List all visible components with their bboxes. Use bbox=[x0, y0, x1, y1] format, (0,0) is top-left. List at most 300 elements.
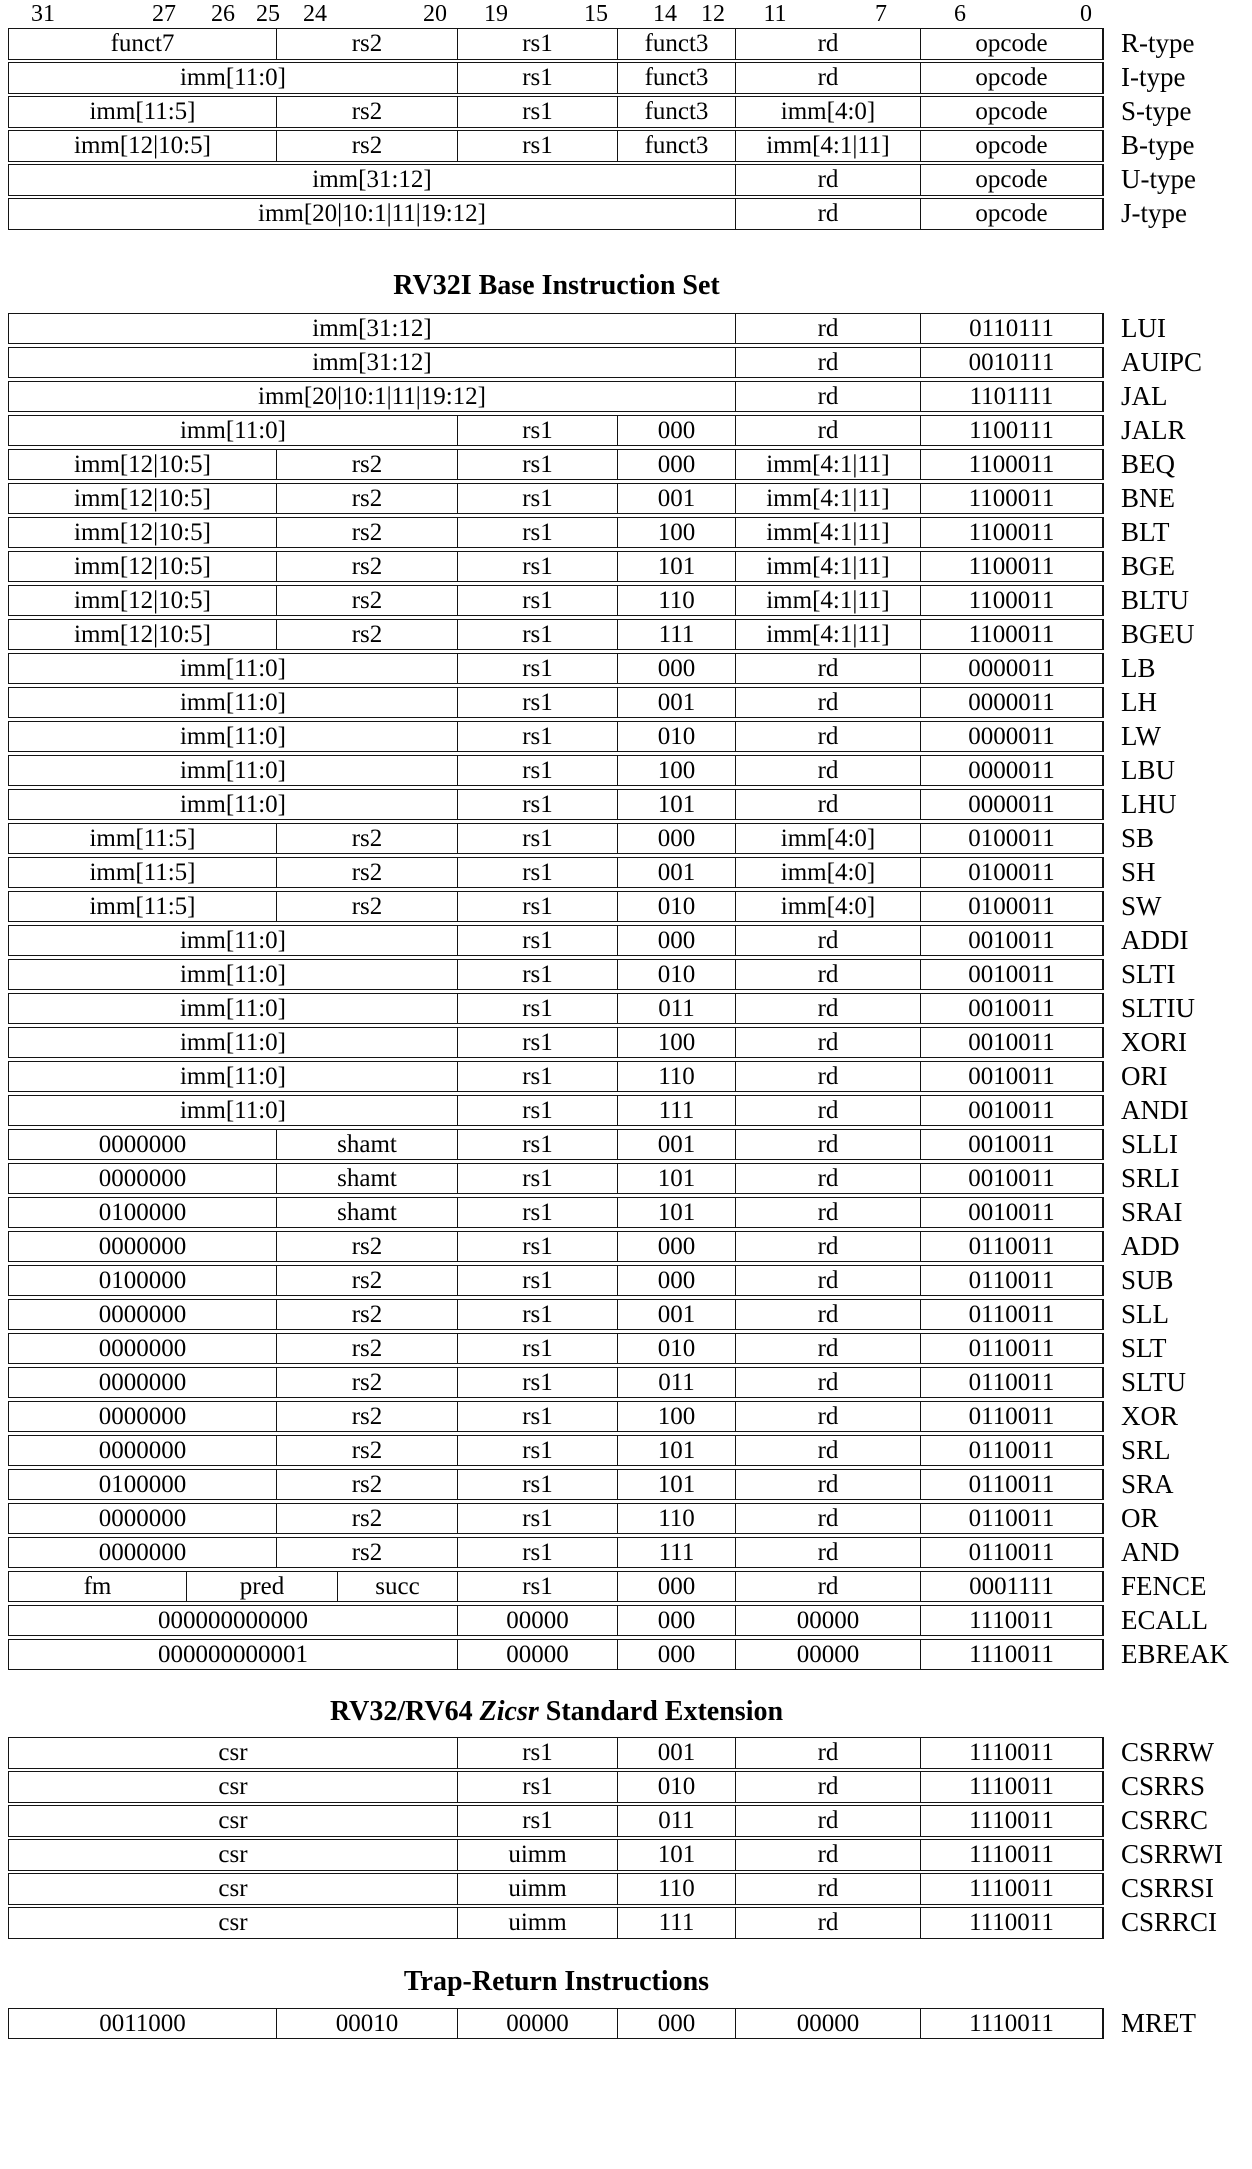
format-mnemonic-label: I-type bbox=[1121, 62, 1186, 92]
rv32i-mnemonic-label: XORI bbox=[1121, 1026, 1187, 1057]
field-cell-f3: 001 bbox=[618, 1738, 736, 1768]
rv32i-row-SLL bbox=[8, 1298, 1170, 1331]
field-cell-op: 1110011 bbox=[921, 1874, 1103, 1904]
field-cell-f3: 101 bbox=[618, 1436, 736, 1466]
field-cell-f7: 0100000 bbox=[9, 1266, 277, 1296]
format-row-J-type bbox=[8, 198, 1187, 230]
rv32i-row-ADDI bbox=[8, 924, 1189, 957]
rv32i-mnemonic-label: LW bbox=[1121, 720, 1161, 751]
format-row-U-type bbox=[8, 164, 1196, 196]
field-cell-i12: imm[11:0] bbox=[9, 722, 458, 752]
rv32i-mnemonic-label: BEQ bbox=[1121, 448, 1175, 479]
zicsr-row-CSRRWI bbox=[8, 1839, 1224, 1871]
rv32i-mnemonic-label: SRAI bbox=[1121, 1196, 1183, 1227]
field-cell-rs2: shamt bbox=[277, 1164, 458, 1194]
rv32i-row-SLLI bbox=[8, 1128, 1178, 1161]
field-cell-op: 0100011 bbox=[921, 824, 1103, 854]
field-cell-op: 1100011 bbox=[921, 586, 1103, 616]
field-cell-f7: 0000000 bbox=[9, 1368, 277, 1398]
field-cell-f3: 100 bbox=[618, 1028, 736, 1058]
rv32i-mnemonic-label: JAL bbox=[1121, 380, 1168, 411]
field-cell-rd: imm[4:1|11] bbox=[736, 131, 921, 161]
field-cell-i12: csr bbox=[9, 1908, 458, 1938]
rv32i-mnemonic-label: LB bbox=[1121, 652, 1156, 683]
field-cell-rs1: rs1 bbox=[458, 1368, 618, 1398]
field-cell-f7: 0000000 bbox=[9, 1334, 277, 1364]
field-cell-op: 0000011 bbox=[921, 756, 1103, 786]
field-cell-f3: funct3 bbox=[618, 97, 736, 127]
field-cell-op: 0010011 bbox=[921, 1028, 1103, 1058]
field-cell-f3: 010 bbox=[618, 722, 736, 752]
rv32i-mnemonic-label: SRLI bbox=[1121, 1162, 1180, 1193]
field-cell-rs1: rs1 bbox=[458, 29, 618, 59]
field-cell-rd: rd bbox=[736, 722, 921, 752]
rv32i-mnemonic-label: ECALL bbox=[1121, 1604, 1208, 1635]
field-cell-rd: rd bbox=[736, 790, 921, 820]
field-cell-rd: imm[4:1|11] bbox=[736, 586, 921, 616]
field-cell-f3: 011 bbox=[618, 994, 736, 1024]
field-cell-f3: 000 bbox=[618, 1640, 736, 1670]
field-cell-rs1: rs1 bbox=[458, 1232, 618, 1262]
rv32i-row-LHU bbox=[8, 788, 1177, 821]
rv32i-mnemonic-label: JALR bbox=[1121, 414, 1186, 445]
rv32i-mnemonic-label: XOR bbox=[1121, 1400, 1179, 1431]
format-row-I-type bbox=[8, 62, 1186, 94]
field-cell-rs1: rs1 bbox=[458, 654, 618, 684]
field-cell-rd: imm[4:0] bbox=[736, 892, 921, 922]
zicsr-mnemonic-label: CSRRW bbox=[1121, 1737, 1215, 1767]
ruler-bit-label-20: 20 bbox=[423, 1, 447, 27]
rv32i-row-LBU bbox=[8, 754, 1175, 787]
rv32i-row-BNE bbox=[8, 482, 1175, 515]
rv32i-row-AND bbox=[8, 1536, 1180, 1569]
field-cell-rs1: 00000 bbox=[458, 1640, 618, 1670]
rv32i-row-SRL bbox=[8, 1434, 1171, 1467]
field-cell-f7: imm[12|10:5] bbox=[9, 552, 277, 582]
rv32i-row-SLT bbox=[8, 1332, 1167, 1365]
field-cell-rd: rd bbox=[736, 1470, 921, 1500]
field-cell-f7: imm[12|10:5] bbox=[9, 518, 277, 548]
rv32i-mnemonic-label: SRL bbox=[1121, 1434, 1171, 1465]
field-cell-op: 0010011 bbox=[921, 1164, 1103, 1194]
field-cell-rd: rd bbox=[736, 960, 921, 990]
field-cell-i20: imm[31:12] bbox=[9, 314, 736, 344]
field-cell-rd: rd bbox=[736, 382, 921, 412]
rv32i-row-SLTU bbox=[8, 1366, 1187, 1399]
zicsr-mnemonic-label: CSRRCI bbox=[1121, 1907, 1218, 1937]
field-cell-rs2: rs2 bbox=[277, 858, 458, 888]
rv32i-row-LUI bbox=[8, 312, 1166, 345]
field-cell-rs1: rs1 bbox=[458, 1402, 618, 1432]
field-cell-i12: imm[11:0] bbox=[9, 994, 458, 1024]
field-cell-rs2: rs2 bbox=[277, 484, 458, 514]
field-cell-rd: imm[4:0] bbox=[736, 97, 921, 127]
field-cell-rs1: rs1 bbox=[458, 1470, 618, 1500]
field-cell-rs2: rs2 bbox=[277, 450, 458, 480]
field-cell-rd: rd bbox=[736, 1096, 921, 1126]
field-cell-i12: csr bbox=[9, 1738, 458, 1768]
rv32i-row-SRLI bbox=[8, 1162, 1180, 1195]
rv32i-row-FENCE bbox=[8, 1570, 1207, 1603]
field-cell-f3: 101 bbox=[618, 1198, 736, 1228]
field-cell-rd: rd bbox=[736, 348, 921, 378]
field-cell-op: 1100011 bbox=[921, 552, 1103, 582]
field-cell-rd: rd bbox=[736, 1436, 921, 1466]
field-cell-rd: imm[4:1|11] bbox=[736, 518, 921, 548]
field-cell-rs2: rs2 bbox=[277, 1334, 458, 1364]
trap-return-mnemonic-label: MRET bbox=[1121, 2007, 1197, 2038]
field-cell-f7: 0011000 bbox=[9, 2009, 277, 2039]
field-cell-f3: 101 bbox=[618, 1840, 736, 1870]
field-cell-f3: funct3 bbox=[618, 63, 736, 93]
field-cell-op: opcode bbox=[921, 165, 1103, 195]
field-cell-rs2: rs2 bbox=[277, 892, 458, 922]
rv32i-row-ORI bbox=[8, 1060, 1168, 1093]
rv32i-mnemonic-label: EBREAK bbox=[1121, 1638, 1229, 1669]
zicsr-mnemonic-label: CSRRS bbox=[1121, 1771, 1206, 1801]
field-cell-op: 0110011 bbox=[921, 1334, 1103, 1364]
field-cell-rs2: rs2 bbox=[277, 1232, 458, 1262]
field-cell-f3: 010 bbox=[618, 892, 736, 922]
rv32i-row-SRAI bbox=[8, 1196, 1183, 1229]
field-cell-op: 1110011 bbox=[921, 1908, 1103, 1938]
field-cell-rs1: rs1 bbox=[458, 586, 618, 616]
field-cell-rs1: rs1 bbox=[458, 1028, 618, 1058]
field-cell-rd: rd bbox=[736, 1232, 921, 1262]
field-cell-rs2: rs2 bbox=[277, 1266, 458, 1296]
field-cell-pred: pred bbox=[187, 1572, 338, 1602]
rv32i-row-SB bbox=[8, 822, 1155, 855]
field-cell-f3: 100 bbox=[618, 1402, 736, 1432]
field-cell-i12: imm[11:0] bbox=[9, 416, 458, 446]
field-cell-f7: 0100000 bbox=[9, 1470, 277, 1500]
field-cell-rd: rd bbox=[736, 1028, 921, 1058]
ruler-bit-label-12: 12 bbox=[701, 1, 725, 27]
field-cell-op: 0110011 bbox=[921, 1266, 1103, 1296]
field-cell-rs2: rs2 bbox=[277, 620, 458, 650]
field-cell-f3: 111 bbox=[618, 1908, 736, 1938]
field-cell-i12: csr bbox=[9, 1840, 458, 1870]
field-cell-op: 1101111 bbox=[921, 382, 1103, 412]
field-cell-f7: 0000000 bbox=[9, 1164, 277, 1194]
field-cell-rs1: rs1 bbox=[458, 1806, 618, 1836]
field-cell-f3: 010 bbox=[618, 960, 736, 990]
field-cell-fm: fm bbox=[9, 1572, 187, 1602]
field-cell-rs1: rs1 bbox=[458, 1504, 618, 1534]
field-cell-op: 0010011 bbox=[921, 1198, 1103, 1228]
field-cell-rd: 00000 bbox=[736, 1606, 921, 1636]
field-cell-f3: 001 bbox=[618, 1300, 736, 1330]
field-cell-op: opcode bbox=[921, 97, 1103, 127]
field-cell-rs1: rs1 bbox=[458, 1538, 618, 1568]
rv32i-mnemonic-label: SLLI bbox=[1121, 1128, 1178, 1159]
rv32i-row-ANDI bbox=[8, 1094, 1189, 1127]
field-cell-rs2: shamt bbox=[277, 1198, 458, 1228]
rv32i-mnemonic-label: SH bbox=[1121, 856, 1156, 887]
rv32i-row-BLT bbox=[8, 516, 1170, 549]
field-cell-rs1: 00000 bbox=[458, 2009, 618, 2039]
bit-position-ruler bbox=[8, 0, 1110, 28]
field-cell-rs1: rs1 bbox=[458, 960, 618, 990]
field-cell-rd: rd bbox=[736, 314, 921, 344]
field-cell-rs1: rs1 bbox=[458, 1096, 618, 1126]
rv32i-mnemonic-label: SLL bbox=[1121, 1298, 1170, 1329]
field-cell-rs1: rs1 bbox=[458, 1300, 618, 1330]
field-cell-i20: imm[20|10:1|11|19:12] bbox=[9, 382, 736, 412]
field-cell-f3: 110 bbox=[618, 1062, 736, 1092]
field-cell-rd: rd bbox=[736, 1504, 921, 1534]
field-cell-f3: 001 bbox=[618, 858, 736, 888]
field-cell-rd: rd bbox=[736, 1334, 921, 1364]
rv32i-mnemonic-label: ANDI bbox=[1121, 1094, 1189, 1125]
field-cell-rd: 00000 bbox=[736, 1640, 921, 1670]
field-cell-f7: imm[12|10:5] bbox=[9, 620, 277, 650]
field-cell-rs1: rs1 bbox=[458, 1436, 618, 1466]
rv32i-row-BEQ bbox=[8, 448, 1175, 481]
field-cell-rs1: rs1 bbox=[458, 63, 618, 93]
rv32i-mnemonic-label: ADD bbox=[1121, 1230, 1180, 1261]
field-cell-rs2: rs2 bbox=[277, 131, 458, 161]
field-cell-rs2: rs2 bbox=[277, 518, 458, 548]
field-cell-op: 1100011 bbox=[921, 620, 1103, 650]
field-cell-f7: 0000000 bbox=[9, 1300, 277, 1330]
title-text-part: Standard Extension bbox=[538, 1696, 784, 1727]
field-cell-i12: imm[11:0] bbox=[9, 654, 458, 684]
rv32i-mnemonic-label: BLT bbox=[1121, 516, 1170, 547]
field-cell-rs2: rs2 bbox=[277, 586, 458, 616]
field-cell-op: 0001111 bbox=[921, 1572, 1103, 1602]
field-cell-f3: 000 bbox=[618, 654, 736, 684]
field-cell-f3: 000 bbox=[618, 2009, 736, 2039]
instruction-format-table bbox=[8, 28, 1252, 230]
zicsr-row-CSRRS bbox=[8, 1771, 1206, 1803]
field-cell-f7: 0000000 bbox=[9, 1402, 277, 1432]
field-cell-f7: imm[11:5] bbox=[9, 892, 277, 922]
field-cell-f3: 000 bbox=[618, 1572, 736, 1602]
field-cell-op: 0110011 bbox=[921, 1538, 1103, 1568]
rv32i-row-SW bbox=[8, 890, 1162, 923]
field-cell-rs2: rs2 bbox=[277, 552, 458, 582]
field-cell-f3: 001 bbox=[618, 484, 736, 514]
rv32i-row-AUIPC bbox=[8, 346, 1203, 379]
field-cell-op: 1110011 bbox=[921, 1738, 1103, 1768]
field-cell-f3: 000 bbox=[618, 450, 736, 480]
rv32i-row-LH bbox=[8, 686, 1157, 719]
field-cell-rd: rd bbox=[736, 1840, 921, 1870]
rv32i-mnemonic-label: SLT bbox=[1121, 1332, 1167, 1363]
field-cell-f3: 001 bbox=[618, 688, 736, 718]
field-cell-rs1: rs1 bbox=[458, 858, 618, 888]
field-cell-f7: imm[11:5] bbox=[9, 824, 277, 854]
rv32i-mnemonic-label: SB bbox=[1121, 822, 1155, 853]
field-cell-i12: imm[11:0] bbox=[9, 960, 458, 990]
field-cell-f3: 101 bbox=[618, 790, 736, 820]
field-cell-op: 1110011 bbox=[921, 1806, 1103, 1836]
field-cell-rs2: rs2 bbox=[277, 29, 458, 59]
instruction-table-zicsr bbox=[8, 1737, 1252, 1939]
field-cell-f3: 000 bbox=[618, 1606, 736, 1636]
field-cell-f7: 0000000 bbox=[9, 1538, 277, 1568]
section-zicsr bbox=[8, 1696, 1252, 1939]
title-text-part: Trap-Return Instructions bbox=[403, 1965, 710, 1997]
field-cell-f3: 101 bbox=[618, 1470, 736, 1500]
rv32i-mnemonic-label: OR bbox=[1121, 1502, 1159, 1533]
field-cell-op: 0110011 bbox=[921, 1368, 1103, 1398]
field-cell-rd: rd bbox=[736, 654, 921, 684]
field-cell-rd: rd bbox=[736, 1266, 921, 1296]
zicsr-mnemonic-label: CSRRSI bbox=[1121, 1873, 1215, 1903]
field-cell-f3: 000 bbox=[618, 1232, 736, 1262]
field-cell-rs1: rs1 bbox=[458, 1164, 618, 1194]
field-cell-f3: 010 bbox=[618, 1772, 736, 1802]
field-cell-rd: imm[4:0] bbox=[736, 824, 921, 854]
field-cell-rs1: rs1 bbox=[458, 892, 618, 922]
field-cell-rd: rd bbox=[736, 1874, 921, 1904]
field-cell-f3: 000 bbox=[618, 824, 736, 854]
ruler-bit-label-7: 7 bbox=[875, 1, 887, 27]
field-cell-op: opcode bbox=[921, 63, 1103, 93]
ruler-bit-label-6: 6 bbox=[954, 1, 966, 27]
field-cell-rd: rd bbox=[736, 1538, 921, 1568]
field-cell-op: opcode bbox=[921, 131, 1103, 161]
field-cell-f7: 0000000 bbox=[9, 1504, 277, 1534]
field-cell-op: 1110011 bbox=[921, 2009, 1103, 2039]
field-cell-rs1: uimm bbox=[458, 1840, 618, 1870]
field-cell-rs1: rs1 bbox=[458, 1738, 618, 1768]
field-cell-rs2: shamt bbox=[277, 1130, 458, 1160]
field-cell-rs1: rs1 bbox=[458, 790, 618, 820]
rv32i-row-LW bbox=[8, 720, 1161, 753]
field-cell-f7: imm[11:5] bbox=[9, 97, 277, 127]
format-mnemonic-label: J-type bbox=[1121, 198, 1187, 228]
field-cell-rs2: rs2 bbox=[277, 1436, 458, 1466]
field-cell-op: 1100011 bbox=[921, 518, 1103, 548]
field-cell-rs1: rs1 bbox=[458, 131, 618, 161]
field-cell-op: 1110011 bbox=[921, 1840, 1103, 1870]
field-cell-rs1: rs1 bbox=[458, 1334, 618, 1364]
rv32i-row-BGEU bbox=[8, 618, 1195, 651]
field-cell-i12: imm[11:0] bbox=[9, 1096, 458, 1126]
rv32i-mnemonic-label: SLTI bbox=[1121, 958, 1176, 989]
field-cell-rs1: rs1 bbox=[458, 994, 618, 1024]
rv32i-mnemonic-label: SRA bbox=[1121, 1468, 1174, 1499]
rv32i-mnemonic-label: AUIPC bbox=[1121, 346, 1203, 377]
zicsr-mnemonic-label: CSRRWI bbox=[1121, 1839, 1224, 1869]
field-cell-f3: 111 bbox=[618, 1096, 736, 1126]
ruler-bit-label-11: 11 bbox=[763, 1, 787, 27]
field-cell-rs1: rs1 bbox=[458, 416, 618, 446]
field-cell-rd: rd bbox=[736, 416, 921, 446]
field-cell-rs1: rs1 bbox=[458, 484, 618, 514]
field-cell-rs1: 00000 bbox=[458, 1606, 618, 1636]
rv32i-row-SLTIU bbox=[8, 992, 1196, 1025]
field-cell-rd: rd bbox=[736, 1062, 921, 1092]
rv32i-mnemonic-label: LHU bbox=[1121, 788, 1177, 819]
field-cell-rd: imm[4:1|11] bbox=[736, 620, 921, 650]
field-cell-f3: 011 bbox=[618, 1368, 736, 1398]
zicsr-mnemonic-label: CSRRC bbox=[1121, 1805, 1209, 1835]
field-cell-rs1: rs1 bbox=[458, 824, 618, 854]
field-cell-rs1: rs1 bbox=[458, 926, 618, 956]
field-cell-i12: imm[11:0] bbox=[9, 688, 458, 718]
field-cell-f7: imm[12|10:5] bbox=[9, 450, 277, 480]
field-cell-rd: imm[4:1|11] bbox=[736, 450, 921, 480]
field-cell-rs1: rs1 bbox=[458, 688, 618, 718]
field-cell-rd: rd bbox=[736, 1300, 921, 1330]
field-cell-f7: imm[12|10:5] bbox=[9, 131, 277, 161]
field-cell-op: 0010111 bbox=[921, 348, 1103, 378]
field-cell-op: 1100011 bbox=[921, 484, 1103, 514]
field-cell-op: 0000011 bbox=[921, 688, 1103, 718]
field-cell-op: 0100011 bbox=[921, 858, 1103, 888]
zicsr-row-CSRRW bbox=[8, 1737, 1215, 1769]
field-cell-rd: rd bbox=[736, 994, 921, 1024]
field-cell-op: 0110011 bbox=[921, 1504, 1103, 1534]
rv32i-mnemonic-label: ADDI bbox=[1121, 924, 1189, 955]
field-cell-op: 1100011 bbox=[921, 450, 1103, 480]
field-cell-rs1: rs1 bbox=[458, 756, 618, 786]
ruler-bit-label-26: 26 bbox=[211, 1, 235, 27]
field-cell-rd: rd bbox=[736, 1806, 921, 1836]
field-cell-rd: rd bbox=[736, 1738, 921, 1768]
field-cell-f3: 010 bbox=[618, 1334, 736, 1364]
field-cell-i12: csr bbox=[9, 1806, 458, 1836]
field-cell-op: 0010011 bbox=[921, 994, 1103, 1024]
field-cell-f7: imm[12|10:5] bbox=[9, 484, 277, 514]
field-cell-op: 1110011 bbox=[921, 1772, 1103, 1802]
field-cell-succ: succ bbox=[338, 1572, 458, 1602]
rv32i-row-ADD bbox=[8, 1230, 1180, 1263]
field-cell-rd: rd bbox=[736, 1908, 921, 1938]
field-cell-i20: imm[31:12] bbox=[9, 348, 736, 378]
field-cell-op: opcode bbox=[921, 29, 1103, 59]
field-cell-i12: csr bbox=[9, 1772, 458, 1802]
field-cell-rs1: uimm bbox=[458, 1874, 618, 1904]
rv32i-row-XORI bbox=[8, 1026, 1187, 1059]
field-cell-i12: imm[11:0] bbox=[9, 1062, 458, 1092]
field-cell-op: 0010011 bbox=[921, 1062, 1103, 1092]
field-cell-f3: 110 bbox=[618, 586, 736, 616]
field-cell-rd: imm[4:0] bbox=[736, 858, 921, 888]
field-cell-op: 0000011 bbox=[921, 722, 1103, 752]
field-cell-op: 0110011 bbox=[921, 1436, 1103, 1466]
field-cell-rd: rd bbox=[736, 688, 921, 718]
field-cell-rs2: rs2 bbox=[277, 1402, 458, 1432]
field-cell-rd: rd bbox=[736, 756, 921, 786]
field-cell-rd: rd bbox=[736, 1402, 921, 1432]
field-cell-i12: imm[11:0] bbox=[9, 790, 458, 820]
field-cell-rs2: rs2 bbox=[277, 1538, 458, 1568]
rv32i-mnemonic-label: AND bbox=[1121, 1536, 1180, 1567]
field-cell-rd: rd bbox=[736, 1164, 921, 1194]
field-cell-i12: csr bbox=[9, 1874, 458, 1904]
field-cell-i12: 000000000001 bbox=[9, 1640, 458, 1670]
field-cell-f3: 001 bbox=[618, 1130, 736, 1160]
field-cell-op: opcode bbox=[921, 199, 1103, 229]
rv32i-row-SRA bbox=[8, 1468, 1174, 1501]
rv32i-mnemonic-label: LUI bbox=[1121, 312, 1166, 343]
field-cell-f7: 0000000 bbox=[9, 1130, 277, 1160]
field-cell-rs1: rs1 bbox=[458, 450, 618, 480]
ruler-bit-label-24: 24 bbox=[303, 1, 327, 27]
field-cell-rd: rd bbox=[736, 1772, 921, 1802]
field-cell-op: 0000011 bbox=[921, 654, 1103, 684]
field-cell-f3: funct3 bbox=[618, 131, 736, 161]
field-cell-i12: imm[11:0] bbox=[9, 756, 458, 786]
rv32i-mnemonic-label: LH bbox=[1121, 686, 1157, 717]
format-mnemonic-label: U-type bbox=[1121, 164, 1196, 194]
field-cell-f7: imm[11:5] bbox=[9, 858, 277, 888]
